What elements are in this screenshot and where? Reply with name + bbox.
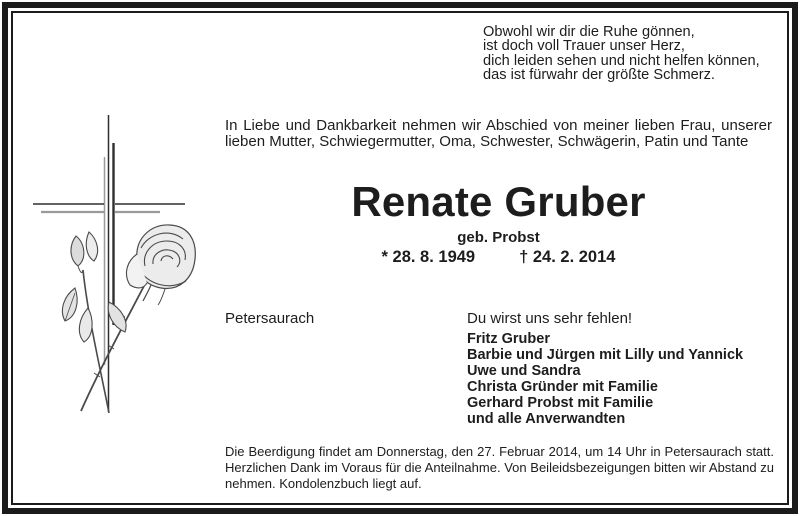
intro-line: lieben Mutter, Schwiegermutter, Oma, Schwester, Schwägerin, Patin und Tante [225,132,749,150]
memorial-verse [483,25,760,83]
farewell-line: Du wirst uns sehr fehlen! [467,310,633,327]
life-dates [225,248,772,267]
mourner-name: Uwe und Sandra [467,362,581,379]
mourner-name: Christa Gründer mit Familie [467,378,658,395]
verse-line: Obwohl wir dir die Ruhe gönnen, [483,24,695,40]
birth-date: * 28. 8. 1949 [381,248,476,266]
cross-rose-illustration [30,112,225,427]
deceased-name: Renate Gruber [351,178,646,225]
funeral-line: Herzlichen Dank im Voraus für die Anteilnahme. Von Beileidsbezeigungen bitten wir Abstand zu [225,459,774,475]
intro-text [225,118,772,149]
place-name: Petersaurach [225,310,315,327]
funeral-line: nehmen. Kondolenzbuch liegt auf. [225,475,422,491]
funeral-line: Die Beerdigung findet am Donnerstag, den 27. Februar 2014, um 14 Uhr in Petersaurach statt. [225,444,774,459]
verse-line: das ist fürwahr der größte Schmerz. [483,67,715,84]
funeral-info [225,444,774,491]
verse-line: ist doch voll Trauer unser Herz, [483,38,685,55]
verse-line: dich leiden sehen und nicht helfen können, [483,52,760,69]
intro-line: In Liebe und Dankbarkeit nehmen wir Abschied von meiner lieben Frau, unserer [225,117,772,134]
mourners-list [467,332,743,427]
mourner-name: Barbie und Jürgen mit Lilly und Yannick [467,346,744,363]
rose-icon [62,225,195,413]
maiden-name: geb. Probst [457,229,540,246]
mourner-name: Gerhard Probst mit Familie [467,394,654,411]
death-date: † 24. 2. 2014 [519,248,616,266]
mourner-name: Fritz Gruber [467,331,550,347]
mourner-name: und alle Anverwandten [467,410,626,427]
